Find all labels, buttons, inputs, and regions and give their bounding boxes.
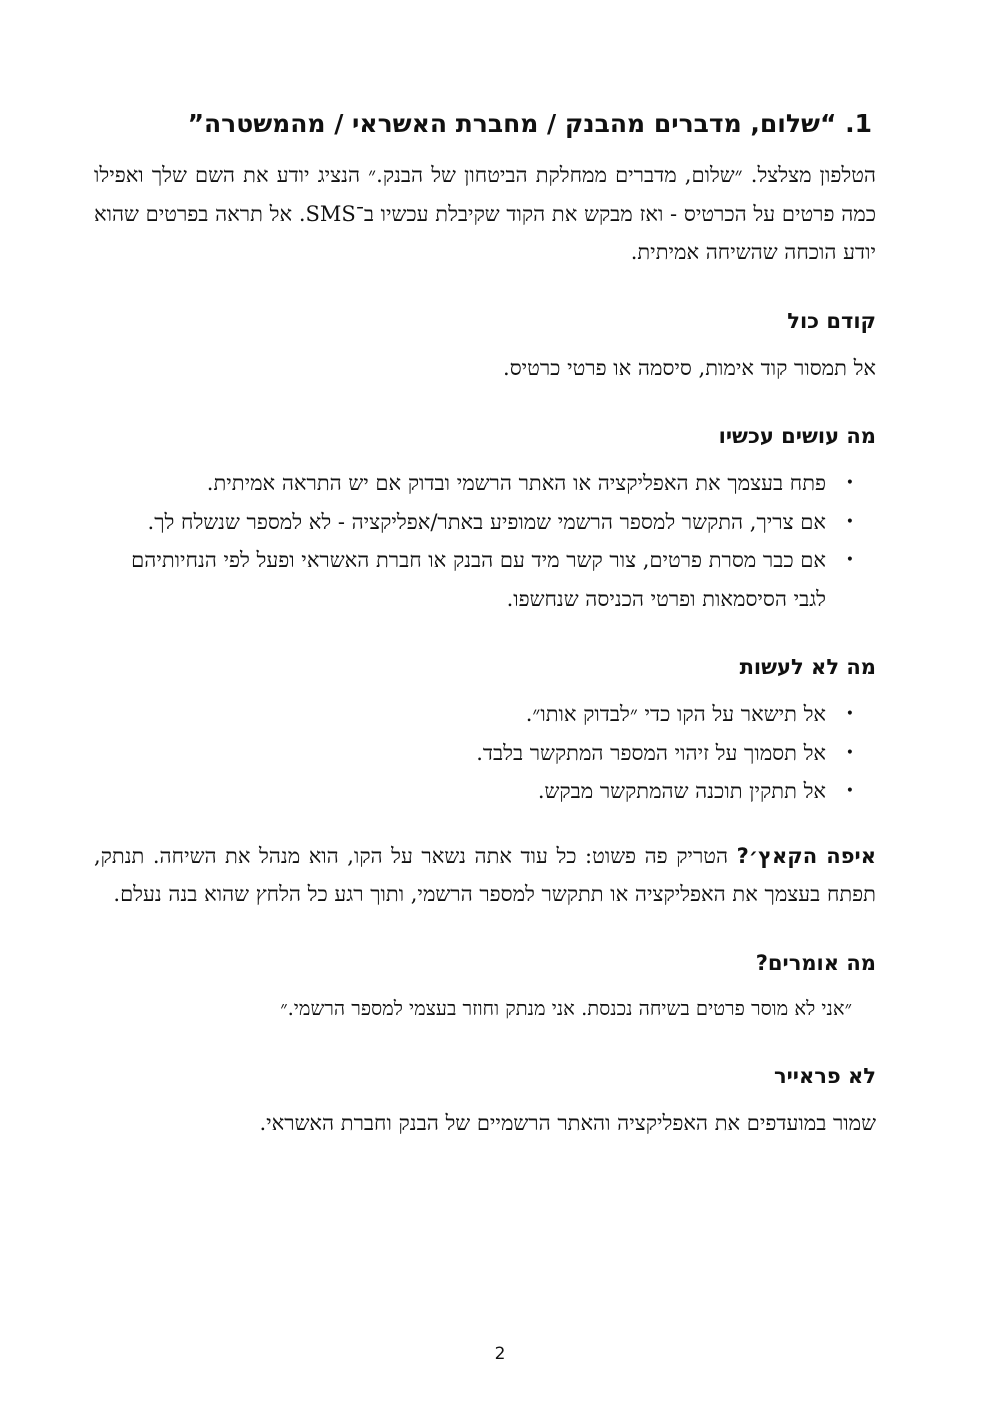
list-item [94,503,876,542]
list-item-text: אם כבר מסרת פרטים, צור קשר מיד עם הבנק או חברת האשראי ופעל לפי הנחיותיהם לגבי הסיסמאות ופרטי הכניסה שנחשפו. [131,548,826,611]
bullet-icon: • [845,552,854,568]
bullet-icon: • [845,513,854,530]
intro-paragraph: הטלפון מצלצל. ״שלום, מדברים ממחלקת הביטחון של הבנק.״ הנציג יודע את השם שלך ואפילו כמה פרטים על הכרטיס - ואז מבקש את הקוד שקיבלת עכשיו ב־SMS. אל תראה בפרטים שהוא יודע הוכחה שהשיחה אמיתית. [94,163,876,264]
bullet-icon: • [845,744,854,761]
document-content [94,104,876,1142]
bullet-icon: • [845,706,854,722]
list-item [94,695,876,734]
no-paranoia-heading: לא פראייר [773,1063,876,1088]
page-number: 2 [494,1344,506,1364]
catch-text: הטריק פה פשוט: כל עוד אתה נשאר על הקו, הוא מנהל את השיחה. תנתק, תפתח בעצמך את האפליקציה או תתקשר למספר הרשמי, ותוך רגע כל הלחץ שהוא בנה נעלם. [94,843,876,906]
list-item [94,772,876,811]
what-to-say-heading: מה אומרים? [755,950,876,975]
first-of-all-text: אל תמסור קוד אימות, סיסמה או פרטי כרטיס. [503,355,876,380]
list-item-text: פתח בעצמך את האפליקציה או האתר הרשמי ובדוק אם יש התראה אמיתית. [206,471,826,495]
no-paranoia-text: שמור במועדפים את האפליקציה והאתר הרשמיים של הבנק וחברת האשראי. [259,1110,876,1135]
section-heading: 1. “שלום, מדברים מהבנק / מחברת האשראי / מהמשטרה” [187,109,872,138]
list-item-text: אל תסמוך על זיהוי המספר המתקשר בלבד. [476,740,826,765]
list-item [94,734,876,773]
list-item [94,464,876,503]
list-item-text: אל תישאר על הקו כדי ״לבדוק אותו״. [525,702,826,726]
list-item [94,541,876,618]
catch-label: איפה הקאץ׳? [736,843,877,868]
bullet-icon: • [845,475,854,491]
catch-paragraph [94,837,876,914]
list-item-text: אל תתקין תוכנה שהמתקשר מבקש. [537,779,826,803]
what-to-do-list [94,464,876,618]
what-to-say-quote: ״אני לא מוסר פרטים בשיחה נכנסת. אני מנתק וחוזר בעצמי למספר הרשמי.״ [280,996,852,1020]
list-item-text: אם צריך, התקשר למספר הרשמי שמופיע באתר/אפליקציה - לא למספר שנשלח לך. [147,509,826,534]
first-of-all-heading: קודם כול [787,308,876,333]
bullet-icon: • [845,783,854,799]
what-to-do-heading: מה עושים עכשיו [718,424,876,448]
what-not-to-do-list [94,695,876,811]
what-not-to-do-heading: מה לא לעשות [739,655,876,679]
